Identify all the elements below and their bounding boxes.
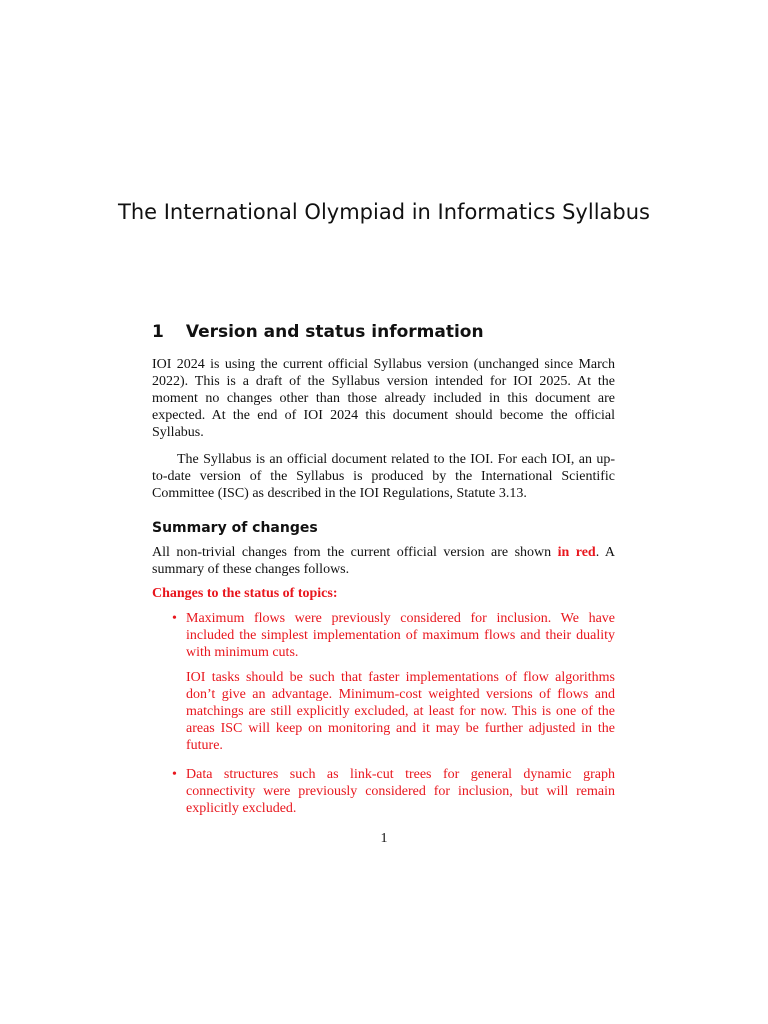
section-heading — [152, 322, 615, 342]
bullet-icon: • — [172, 767, 177, 782]
section-number: 1 — [152, 322, 164, 342]
status-paragraph-1: IOI 2024 is using the current official Syllabus version (unchanged since March 2022). This is a draft of the Syllabus version intended for IOI 2025. At the moment no changes other than those already included in this document are expected. At the end of IOI 2024 this document should become the official Syllabus. — [152, 357, 615, 440]
changes-heading: Changes to the status of topics: — [152, 586, 338, 601]
summary-intro-text-end: . A summary of these changes follows. — [152, 545, 615, 577]
document-title: The International Olympiad in Informatics Syllabus — [118, 200, 650, 224]
summary-intro-text: All non-trivial changes from the current official version are shown — [152, 545, 558, 560]
change-item-2-paragraph-1: Data structures such as link-cut trees for general dynamic graph connectivity were previously considered for inclusion, but will remain explicitly excluded. — [186, 767, 615, 816]
page-number: 1 — [380, 831, 388, 846]
summary-intro — [152, 544, 615, 578]
bullet-icon: • — [172, 611, 177, 626]
change-item-1-paragraph-1: Maximum flows were previously considered for inclusion. We have included the simplest implementation of maximum flows and their duality with minimum cuts. — [186, 611, 615, 660]
summary-heading: Summary of changes — [152, 520, 318, 536]
list-item — [152, 610, 615, 754]
status-paragraph-2: The Syllabus is an official document related to the IOI. For each IOI, an up-to-date version of the Syllabus is produced by the International Scientific Committee (ISC) as described in the IOI Regulations, Statute 3.13. — [152, 452, 615, 501]
changes-list — [152, 610, 615, 817]
section-title: Version and status information — [185, 322, 484, 342]
in-red-highlight: in red — [557, 545, 596, 560]
list-item — [152, 766, 615, 817]
document-body — [152, 322, 615, 829]
change-item-1-paragraph-2: IOI tasks should be such that faster implementations of flow algorithms don’t give an advantage. Minimum-cost weighted versions of flows and matchings are still explicitly excluded, at least for now. This is one of the areas ISC will keep on monitoring and it may be further adjusted in the future. — [186, 670, 615, 753]
